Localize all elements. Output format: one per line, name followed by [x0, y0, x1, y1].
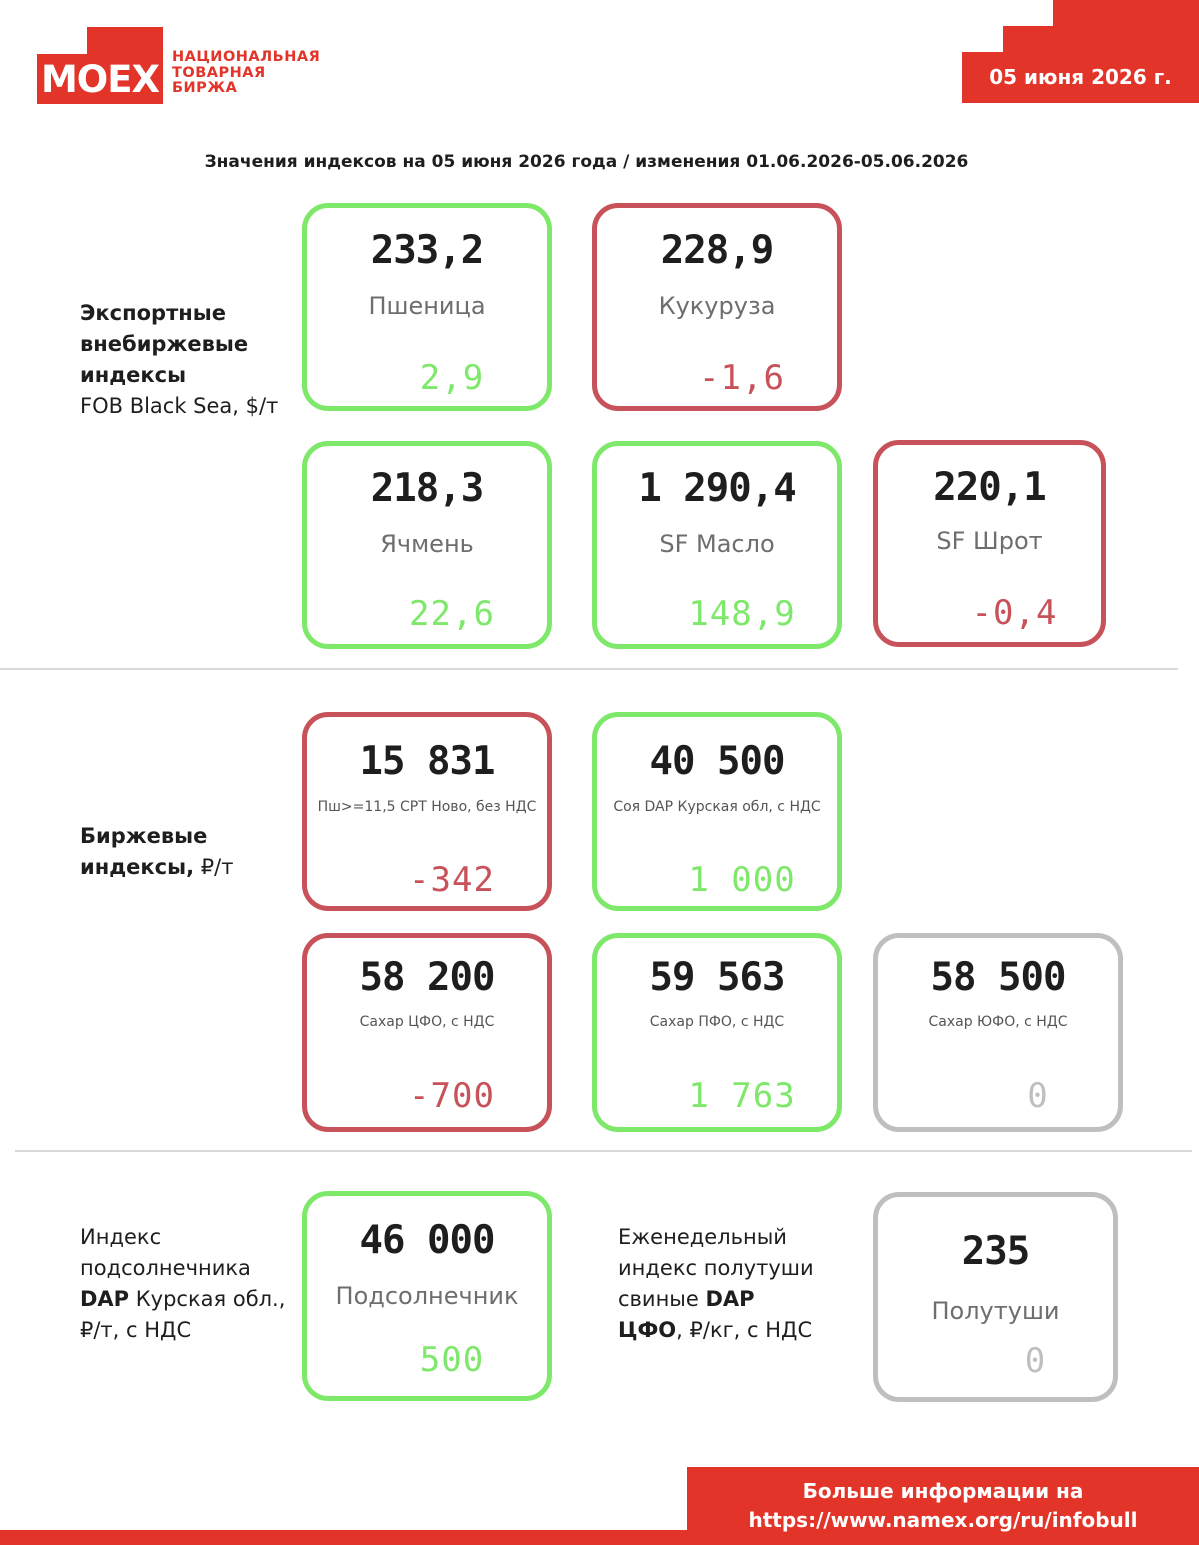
card-name: Пш>=11,5 CPT Ново, без НДС	[317, 799, 537, 815]
index-card-barley[interactable]	[302, 441, 552, 649]
index-card-sunflower[interactable]	[302, 1191, 552, 1401]
section-divider	[15, 1150, 1192, 1152]
section-label-sunflower	[80, 1222, 285, 1346]
label-line: Биржевые	[80, 824, 208, 848]
label-line: Курская обл.,	[135, 1287, 286, 1311]
label-line: подсолнечника	[80, 1256, 251, 1280]
logo-sub-line: БИРЖА	[172, 80, 238, 96]
card-name: Пшеница	[368, 292, 486, 320]
index-card-sf-meal[interactable]	[873, 440, 1106, 647]
label-bold: DAP	[80, 1287, 130, 1311]
card-change: 1 763	[688, 1076, 796, 1116]
card-value: 1 290,4	[638, 466, 796, 511]
logo-accent	[87, 27, 163, 55]
card-change: -700	[409, 1076, 495, 1116]
index-card-sugar-cfo[interactable]	[302, 933, 552, 1132]
card-value: 40 500	[649, 739, 785, 784]
card-name: Сахар ЮФО, с НДС	[928, 1014, 1068, 1030]
index-card-sugar-yufo[interactable]	[873, 933, 1123, 1132]
card-value: 15 831	[359, 739, 495, 784]
card-change: 22,6	[409, 594, 495, 634]
index-card-corn[interactable]	[592, 203, 842, 411]
label-bold: DAP	[705, 1287, 755, 1311]
card-change: -342	[409, 860, 495, 900]
card-change: 148,9	[688, 594, 796, 634]
card-value: 228,9	[660, 228, 774, 273]
date-banner-accent	[1003, 26, 1199, 52]
label-line: FOB Black Sea, $/т	[80, 394, 279, 418]
index-card-wheat-novo[interactable]	[302, 712, 552, 911]
logo-sub-line: НАЦИОНАЛЬНАЯ	[172, 49, 321, 65]
label-line: ₽/т, с НДС	[80, 1318, 192, 1342]
section-label-export	[80, 298, 278, 422]
label-line: индексы,	[80, 855, 195, 879]
card-change: -1,6	[699, 358, 785, 398]
card-value: 59 563	[649, 955, 785, 1000]
card-name: Ячмень	[380, 530, 474, 558]
card-change: 500	[419, 1340, 485, 1380]
card-change: 2,9	[419, 358, 485, 398]
index-card-sugar-pfo[interactable]	[592, 933, 842, 1132]
card-value: 58 200	[359, 955, 495, 1000]
card-name: Подсолнечник	[335, 1282, 519, 1310]
label-line: индекс полутуши	[618, 1256, 814, 1280]
card-change: 0	[1027, 1076, 1049, 1116]
card-value: 235	[961, 1229, 1030, 1274]
footer-info[interactable]	[687, 1467, 1199, 1545]
index-card-sf-oil[interactable]	[592, 441, 842, 649]
card-change: 0	[1024, 1341, 1047, 1381]
label-line: , ₽/кг, с НДС	[676, 1318, 813, 1342]
index-card-pork[interactable]	[873, 1192, 1118, 1402]
card-name: Сахар ПФО, с НДС	[649, 1014, 785, 1030]
card-change: 1 000	[688, 860, 796, 900]
card-name: SF Шрот	[936, 527, 1043, 555]
label-unit: ₽/т	[200, 855, 234, 879]
label-line: индексы	[80, 363, 187, 387]
card-value: 58 500	[930, 955, 1066, 1000]
label-line: Экспортные	[80, 301, 226, 325]
card-name: Соя DAP Курская обл, с НДС	[613, 799, 821, 815]
section-label-pork	[618, 1222, 814, 1346]
card-value: 46 000	[359, 1218, 495, 1263]
label-line: Еженедельный	[618, 1225, 787, 1249]
label-line: Индекс	[80, 1225, 162, 1249]
card-value: 220,1	[933, 465, 1046, 510]
card-change: -0,4	[971, 593, 1058, 633]
moex-logo[interactable]: MOEX	[40, 58, 160, 101]
label-bold: ЦФО	[618, 1318, 677, 1342]
page-subtitle: Значения индексов на 05 июня 2026 года / изменения 01.06.2026-05.06.2026	[204, 152, 969, 172]
card-name: SF Масло	[659, 530, 775, 558]
logo-subtitle	[172, 50, 320, 97]
date-banner: 05 июня 2026 г.	[962, 52, 1199, 103]
card-name: Сахар ЦФО, с НДС	[359, 1014, 495, 1030]
footer-text: Больше информации на	[802, 1479, 1084, 1503]
date-banner-accent	[1053, 0, 1199, 28]
logo-sub-line: ТОВАРНАЯ	[172, 64, 266, 81]
card-value: 233,2	[370, 228, 484, 273]
index-card-wheat[interactable]	[302, 203, 552, 411]
section-divider	[0, 668, 1178, 670]
section-label-exchange	[80, 821, 233, 883]
card-name: Кукуруза	[658, 292, 776, 320]
index-card-soy-kursk[interactable]	[592, 712, 842, 911]
label-line: внебиржевые	[80, 332, 249, 356]
label-line: свиные	[618, 1287, 699, 1311]
card-value: 218,3	[370, 466, 484, 511]
footer-link[interactable]: https://www.namex.org/ru/infobull	[748, 1508, 1138, 1532]
card-name: Полутуши	[931, 1297, 1060, 1325]
